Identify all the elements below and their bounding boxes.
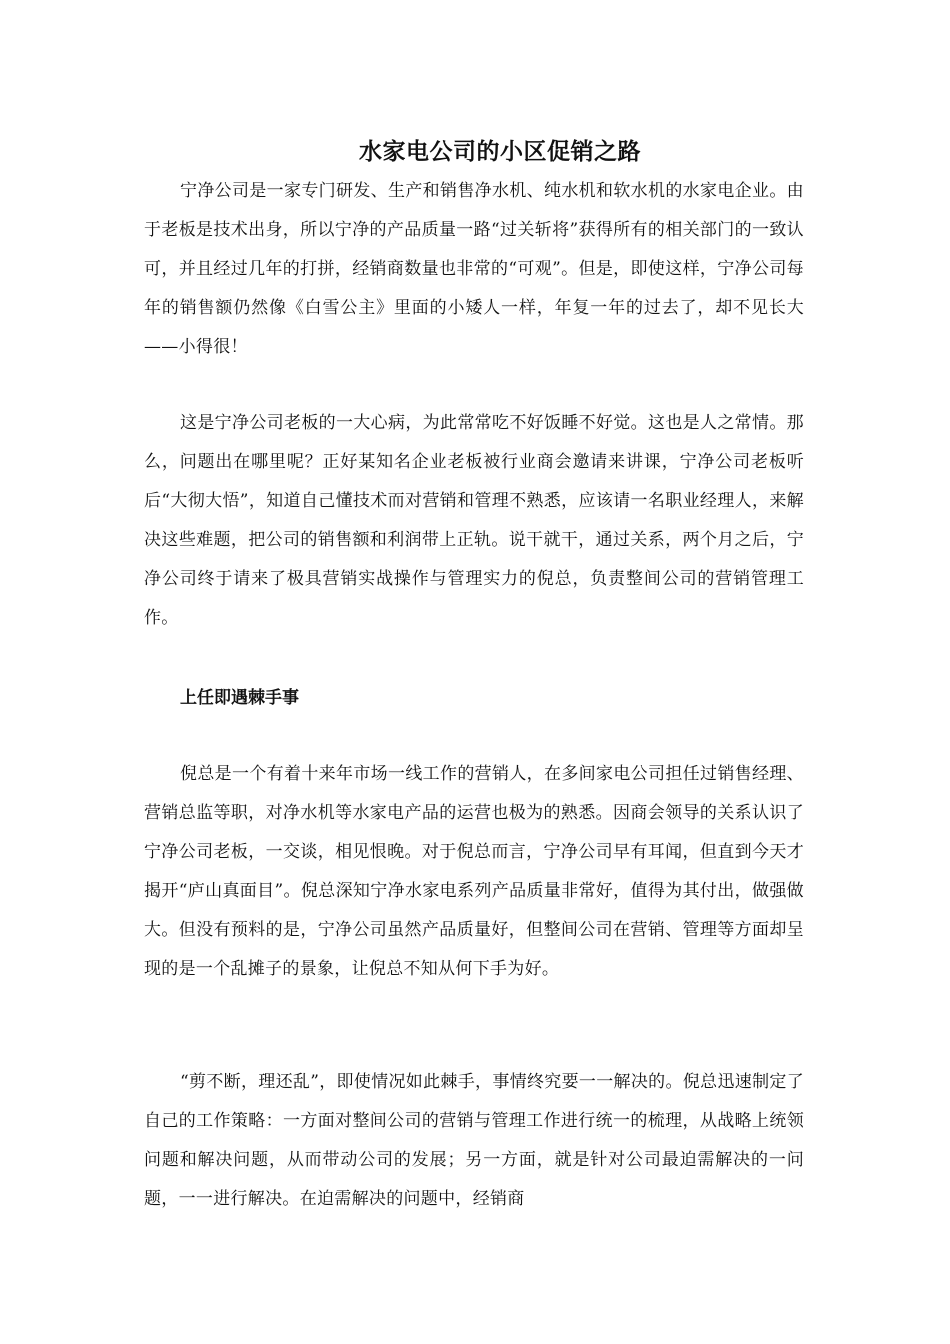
- paragraph-block-3: [144, 755, 804, 989]
- paragraph-block-1: [144, 172, 804, 367]
- document-title: 水家电公司的小区促销之路: [359, 138, 641, 165]
- paragraph-2: 这是宁净公司老板的一大心病，为此常常吃不好饭睡不好觉。这也是人之常情。那么，问题出在哪里呢？正好某知名企业老板被行业商会邀请来讲课，宁净公司老板听后“大彻大悟”，知道自己懂技术而对营销和管理不熟悉，应该请一名职业经理人，来解决这些难题，把公司的销售额和利润带上正轨。说干就干，通过关系，两个月之后，宁净公司终于请来了极具营销实战操作与管理实力的倪总，负责整间公司的营销管理工作。: [144, 413, 804, 628]
- section-heading: 上任即遇棘手事: [180, 688, 299, 708]
- paragraph-block-2: [144, 404, 804, 638]
- section-heading-block: [144, 679, 804, 718]
- paragraph-3: 倪总是一个有着十来年市场一线工作的营销人，在多间家电公司担任过销售经理、营销总监等职，对净水机等水家电产品的运营也极为的熟悉。因商会领导的关系认识了宁净公司老板，一交谈，相见恨晚。对于倪总而言，宁净公司早有耳闻，但直到今天才揭开“庐山真面目”。倪总深知宁净水家电系列产品质量非常好，值得为其付出，做强做大。但没有预料的是，宁净公司虽然产品质量好，但整间公司在营销、管理等方面却呈现的是一个乱摊子的景象，让倪总不知从何下手为好。: [144, 764, 804, 979]
- paragraph-4: “剪不断，理还乱”，即使情况如此棘手，事情终究要一一解决的。倪总迅速制定了自己的工作策略：一方面对整间公司的营销与管理工作进行统一的梳理，从战略上统领问题和解决问题，从而带动公司的发展；另一方面，就是针对公司最迫需解决的一问题，一一进行解决。在迫需解决的问题中，经销商: [144, 1072, 804, 1209]
- paragraph-1: 宁净公司是一家专门研发、生产和销售净水机、纯水机和软水机的水家电企业。由于老板是技术出身，所以宁净的产品质量一路“过关斩将”获得所有的相关部门的一致认可，并且经过几年的打拼，经销商数量也非常的“可观”。但是，即使这样，宁净公司每年的销售额仍然像《白雪公主》里面的小矮人一样，年复一年的过去了，却不见长大——小得很！: [144, 181, 804, 357]
- paragraph-block-4: [144, 1063, 804, 1219]
